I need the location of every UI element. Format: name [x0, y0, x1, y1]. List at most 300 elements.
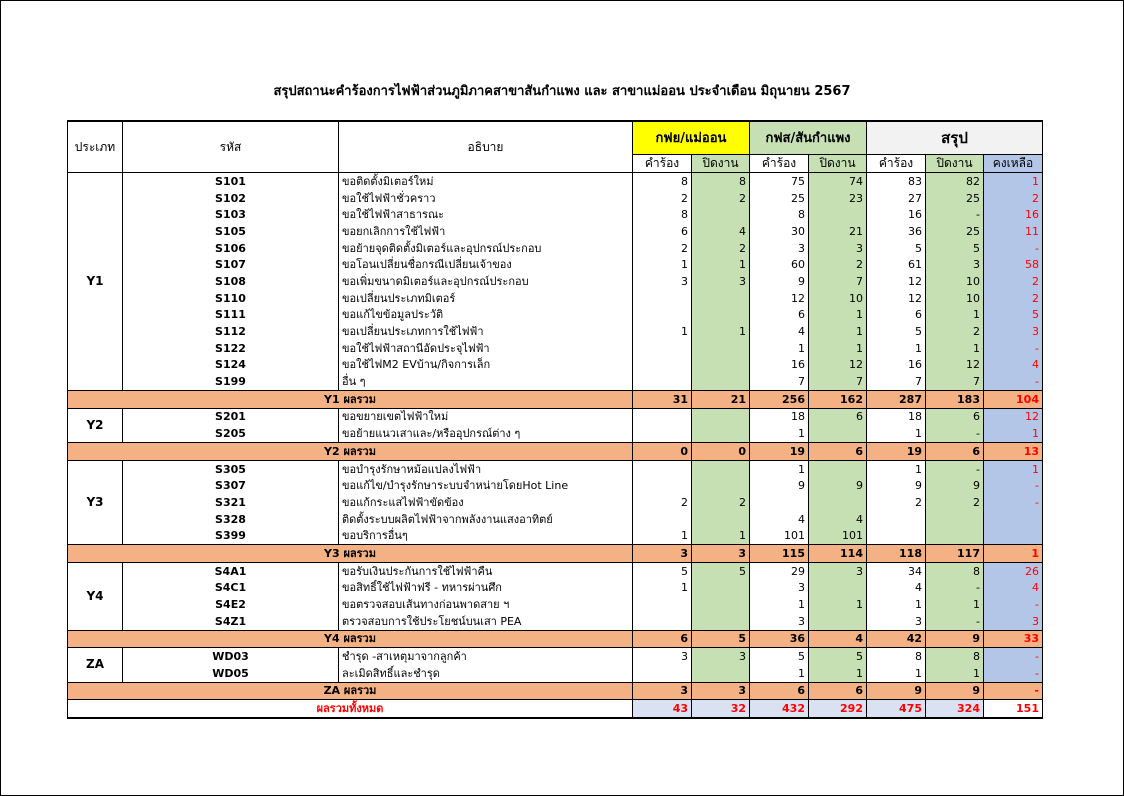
header-closed: ปิดงาน	[692, 155, 750, 173]
subtotal-value: 21	[692, 390, 750, 408]
subtotal-value: 36	[750, 630, 809, 648]
grand-total-value: 475	[867, 700, 926, 718]
code-cell: S107	[123, 256, 339, 273]
value-cell: 2	[926, 494, 984, 511]
value-cell: 9	[867, 477, 926, 494]
value-cell: 6	[926, 408, 984, 425]
value-cell: 1	[926, 340, 984, 357]
code-cell: S102	[123, 190, 339, 207]
desc-cell: ขอแก้ไขข้อมูลประวัติ	[339, 307, 633, 324]
value-cell: 1	[867, 425, 926, 442]
value-cell	[692, 357, 750, 374]
value-cell: 83	[867, 173, 926, 190]
value-cell: 2	[984, 290, 1043, 307]
value-cell	[633, 340, 692, 357]
header-req: คำร้อง	[633, 155, 692, 173]
subtotal-value: 3	[692, 682, 750, 700]
value-cell: 1	[750, 425, 809, 442]
code-cell: S124	[123, 357, 339, 374]
header-type: ประเภท	[68, 121, 123, 173]
code-cell: S328	[123, 511, 339, 528]
table-row	[68, 206, 1043, 223]
value-cell: 2	[984, 190, 1043, 207]
header-remain: คงเหลือ	[984, 155, 1043, 173]
value-cell: 2	[633, 494, 692, 511]
subtotal-value: 6	[926, 443, 984, 461]
desc-cell: ขอแก้ไข/บำรุงรักษาระบบจำหน่ายโดยHot Line	[339, 477, 633, 494]
value-cell: 3	[809, 240, 867, 257]
desc-cell: ขอบำรุงรักษาหม้อแปลงไฟฟ้า	[339, 460, 633, 477]
value-cell: 1	[692, 256, 750, 273]
subtotal-value: 3	[633, 545, 692, 563]
value-cell: 3	[692, 648, 750, 665]
value-cell: 7	[926, 373, 984, 390]
value-cell: 2	[984, 273, 1043, 290]
table-row	[68, 240, 1043, 257]
value-cell: 75	[750, 173, 809, 190]
value-cell: 18	[750, 408, 809, 425]
value-cell: 74	[809, 173, 867, 190]
value-cell	[809, 425, 867, 442]
value-cell: 1	[750, 665, 809, 682]
header-desc: อธิบาย	[339, 121, 633, 173]
value-cell	[692, 373, 750, 390]
subtotal-value: 117	[926, 545, 984, 563]
value-cell: 25	[750, 190, 809, 207]
subtotal-value: 287	[867, 390, 926, 408]
table-row	[68, 256, 1043, 273]
subtotal-value: 3	[692, 545, 750, 563]
subtotal-value: 115	[750, 545, 809, 563]
value-cell	[809, 494, 867, 511]
table-row	[68, 425, 1043, 442]
value-cell: 1	[750, 460, 809, 477]
desc-cell: ขอสิทธิ์ใช้ไฟฟ้าฟรี - ทหารผ่านศึก	[339, 580, 633, 597]
value-cell	[692, 425, 750, 442]
value-cell	[692, 408, 750, 425]
report-title: สรุปสถานะคำร้องการไฟฟ้าส่วนภูมิภาคสาขาสันกำแพง และ สาขาแม่ออน ประจำเดือน มิถุนายน 2567	[273, 84, 851, 99]
value-cell: 3	[984, 323, 1043, 340]
value-cell: 1	[926, 307, 984, 324]
value-cell: 9	[926, 477, 984, 494]
header-req: คำร้อง	[867, 155, 926, 173]
value-cell: 26	[984, 562, 1043, 579]
table-row	[68, 323, 1043, 340]
value-cell	[633, 357, 692, 374]
value-cell	[633, 477, 692, 494]
value-cell: 4	[750, 323, 809, 340]
value-cell: 7	[750, 373, 809, 390]
value-cell	[867, 511, 926, 528]
value-cell: -	[984, 373, 1043, 390]
value-cell	[633, 613, 692, 630]
code-cell: S101	[123, 173, 339, 190]
subtotal-value: 3	[633, 682, 692, 700]
desc-cell: ขอใช้ไฟฟ้าสถานีอัดประจุไฟฟ้า	[339, 340, 633, 357]
table-row	[68, 527, 1043, 544]
subtotal-value: -	[984, 682, 1043, 700]
value-cell	[692, 340, 750, 357]
value-cell: 6	[633, 223, 692, 240]
value-cell: 101	[750, 527, 809, 544]
value-cell	[633, 307, 692, 324]
grand-total-label: ผลรวมทั้งหมด	[68, 700, 633, 718]
value-cell	[633, 460, 692, 477]
value-cell: 8	[692, 173, 750, 190]
value-cell	[867, 527, 926, 544]
subtotal-value: 183	[926, 390, 984, 408]
value-cell: 61	[867, 256, 926, 273]
subtotal-label: Y3 ผลรวม	[68, 545, 633, 563]
subtotal-value: 31	[633, 390, 692, 408]
subtotal-label: ZA ผลรวม	[68, 682, 633, 700]
table-row	[68, 223, 1043, 240]
code-cell: S205	[123, 425, 339, 442]
value-cell: -	[926, 425, 984, 442]
value-cell	[809, 460, 867, 477]
subtotal-value: 9	[867, 682, 926, 700]
value-cell	[692, 206, 750, 223]
value-cell	[692, 460, 750, 477]
value-cell: 3	[809, 562, 867, 579]
value-cell: 8	[633, 206, 692, 223]
code-cell: S399	[123, 527, 339, 544]
header-group-sankamphaeng: กฟส/สันกำแพง	[750, 121, 867, 155]
value-cell: -	[926, 206, 984, 223]
value-cell: -	[984, 596, 1043, 613]
value-cell: 3	[633, 648, 692, 665]
code-cell: S321	[123, 494, 339, 511]
desc-cell: ขอบริการอื่นๆ	[339, 527, 633, 544]
code-cell: S112	[123, 323, 339, 340]
value-cell: 9	[750, 273, 809, 290]
value-cell	[633, 425, 692, 442]
value-cell	[633, 373, 692, 390]
desc-cell: ขอแก้กระแสไฟฟ้าขัดข้อง	[339, 494, 633, 511]
table-row	[68, 307, 1043, 324]
value-cell: 36	[867, 223, 926, 240]
table-row	[68, 613, 1043, 630]
value-cell	[692, 307, 750, 324]
value-cell: 3	[926, 256, 984, 273]
subtotal-label: Y4 ผลรวม	[68, 630, 633, 648]
value-cell: 5	[692, 562, 750, 579]
value-cell: 12	[984, 408, 1043, 425]
code-cell: S4E2	[123, 596, 339, 613]
subtotal-value: 1	[984, 545, 1043, 563]
table-row	[68, 408, 1043, 425]
value-cell: 1	[984, 425, 1043, 442]
desc-cell: ขอย้ายจุดติดตั้งมิเตอร์และอุปกรณ์ประกอบ	[339, 240, 633, 257]
value-cell: 21	[809, 223, 867, 240]
code-cell: S307	[123, 477, 339, 494]
type-cell: Y1	[68, 173, 123, 391]
code-cell: S110	[123, 290, 339, 307]
grand-total-value: 432	[750, 700, 809, 718]
code-cell: S106	[123, 240, 339, 257]
desc-cell: ขอโอนเปลี่ยนชื่อกรณีเปลี่ยนเจ้าของ	[339, 256, 633, 273]
table-row	[68, 580, 1043, 597]
code-cell: S305	[123, 460, 339, 477]
table-row	[68, 477, 1043, 494]
value-cell: 12	[926, 357, 984, 374]
subtotal-value: 5	[692, 630, 750, 648]
subtotal-value: 256	[750, 390, 809, 408]
value-cell: 4	[750, 511, 809, 528]
header-group-summary: สรุป	[867, 121, 1043, 155]
value-cell	[692, 511, 750, 528]
code-cell: S122	[123, 340, 339, 357]
value-cell: 23	[809, 190, 867, 207]
value-cell: 29	[750, 562, 809, 579]
subtotal-value: 4	[809, 630, 867, 648]
desc-cell: ขอรับเงินประกันการใช้ไฟฟ้าคืน	[339, 562, 633, 579]
value-cell	[692, 580, 750, 597]
value-cell	[633, 290, 692, 307]
value-cell: 34	[867, 562, 926, 579]
value-cell: 3	[633, 273, 692, 290]
value-cell	[633, 665, 692, 682]
code-cell: S199	[123, 373, 339, 390]
value-cell: 1	[926, 665, 984, 682]
code-cell: S105	[123, 223, 339, 240]
code-cell: S4Z1	[123, 613, 339, 630]
code-cell: S103	[123, 206, 339, 223]
value-cell: 8	[926, 562, 984, 579]
subtotal-value: 42	[867, 630, 926, 648]
value-cell	[809, 613, 867, 630]
value-cell: 2	[633, 240, 692, 257]
subtotal-value: 33	[984, 630, 1043, 648]
value-cell: 4	[984, 357, 1043, 374]
header-group-maeon: กฟย/แม่ออน	[633, 121, 750, 155]
value-cell: 12	[867, 290, 926, 307]
value-cell	[692, 596, 750, 613]
value-cell: -	[926, 460, 984, 477]
header-closed: ปิดงาน	[926, 155, 984, 173]
type-cell: Y3	[68, 460, 123, 544]
table-row	[68, 340, 1043, 357]
code-cell: S4C1	[123, 580, 339, 597]
value-cell: 5	[867, 240, 926, 257]
subtotal-value: 162	[809, 390, 867, 408]
value-cell: 1	[809, 665, 867, 682]
value-cell: 11	[984, 223, 1043, 240]
table-row	[68, 173, 1043, 190]
value-cell: 1	[692, 323, 750, 340]
value-cell: 9	[809, 477, 867, 494]
value-cell	[926, 527, 984, 544]
table-row	[68, 357, 1043, 374]
desc-cell: ขอใช้ไฟฟ้าชั่วคราว	[339, 190, 633, 207]
value-cell: 16	[984, 206, 1043, 223]
value-cell: 4	[809, 511, 867, 528]
value-cell: 1	[750, 340, 809, 357]
value-cell: 1	[867, 596, 926, 613]
value-cell: 2	[692, 190, 750, 207]
subtotal-value: 9	[926, 630, 984, 648]
value-cell: 1	[633, 527, 692, 544]
desc-cell: ติดตั้งระบบผลิตไฟฟ้าจากพลังงานแสงอาทิตย์	[339, 511, 633, 528]
desc-cell: ชำรุด -สาเหตุมาจากลูกค้า	[339, 648, 633, 665]
value-cell: 8	[633, 173, 692, 190]
value-cell: 1	[633, 256, 692, 273]
subtotal-value: 9	[926, 682, 984, 700]
value-cell: 4	[984, 580, 1043, 597]
table-row	[68, 273, 1043, 290]
subtotal-row	[68, 443, 1043, 461]
value-cell: 3	[750, 580, 809, 597]
value-cell	[633, 596, 692, 613]
value-cell: 30	[750, 223, 809, 240]
value-cell: 3	[867, 613, 926, 630]
value-cell: 8	[750, 206, 809, 223]
subtotal-row	[68, 545, 1043, 563]
code-cell: WD05	[123, 665, 339, 682]
value-cell: 2	[809, 256, 867, 273]
subtotal-value: 6	[809, 443, 867, 461]
value-cell: 12	[750, 290, 809, 307]
value-cell: -	[926, 613, 984, 630]
desc-cell: ขอย้ายแนวเสาและ/หรืออุปกรณ์ต่าง ๆ	[339, 425, 633, 442]
value-cell: 25	[926, 190, 984, 207]
value-cell	[692, 290, 750, 307]
table-row	[68, 596, 1043, 613]
value-cell: 1	[809, 596, 867, 613]
value-cell: 5	[984, 307, 1043, 324]
type-cell: Y4	[68, 562, 123, 630]
value-cell: -	[984, 477, 1043, 494]
subtotal-value: 114	[809, 545, 867, 563]
subtotal-label: Y2 ผลรวม	[68, 443, 633, 461]
value-cell: 25	[926, 223, 984, 240]
subtotal-value: 118	[867, 545, 926, 563]
code-cell: WD03	[123, 648, 339, 665]
value-cell: 16	[750, 357, 809, 374]
value-cell: 1	[633, 580, 692, 597]
value-cell: -	[984, 340, 1043, 357]
value-cell: -	[984, 240, 1043, 257]
type-cell: Y2	[68, 408, 123, 442]
value-cell: 12	[809, 357, 867, 374]
value-cell	[692, 477, 750, 494]
header-code: รหัส	[123, 121, 339, 173]
subtotal-value: 104	[984, 390, 1043, 408]
table-row	[68, 494, 1043, 511]
value-cell: 7	[809, 373, 867, 390]
value-cell: 7	[809, 273, 867, 290]
value-cell: 3	[750, 240, 809, 257]
subtotal-value: 6	[750, 682, 809, 700]
table-row	[68, 665, 1043, 682]
code-cell: S111	[123, 307, 339, 324]
desc-cell: ขอใช้ไฟM2 EVบ้าน/กิจการเล็ก	[339, 357, 633, 374]
subtotal-value: 6	[633, 630, 692, 648]
value-cell: 58	[984, 256, 1043, 273]
subtotal-value: 6	[809, 682, 867, 700]
desc-cell: ตรวจสอบการใช้ประโยชน์บนเสา PEA	[339, 613, 633, 630]
value-cell: 1	[809, 307, 867, 324]
desc-cell: ขอตรวจสอบเส้นทางก่อนพาดสาย ฯ	[339, 596, 633, 613]
value-cell: 18	[867, 408, 926, 425]
desc-cell: ขอใช้ไฟฟ้าสาธารณะ	[339, 206, 633, 223]
subtotal-value: 13	[984, 443, 1043, 461]
value-cell: -	[926, 580, 984, 597]
subtotal-row	[68, 682, 1043, 700]
type-cell: ZA	[68, 648, 123, 682]
value-cell: 1	[984, 460, 1043, 477]
code-cell: S201	[123, 408, 339, 425]
value-cell: 5	[809, 648, 867, 665]
desc-cell: ขอติดตั้งมิเตอร์ใหม่	[339, 173, 633, 190]
value-cell: 1	[867, 460, 926, 477]
value-cell: 2	[867, 494, 926, 511]
desc-cell: ขอเปลี่ยนประเภทการใช้ไฟฟ้า	[339, 323, 633, 340]
grand-total-value: 324	[926, 700, 984, 718]
header-req: คำร้อง	[750, 155, 809, 173]
table-row	[68, 511, 1043, 528]
desc-cell: ขอยกเลิกการใช้ไฟฟ้า	[339, 223, 633, 240]
subtotal-value: 19	[867, 443, 926, 461]
value-cell: 1	[984, 173, 1043, 190]
value-cell: 2	[692, 494, 750, 511]
table-row	[68, 460, 1043, 477]
grand-total-value: 32	[692, 700, 750, 718]
code-cell: S4A1	[123, 562, 339, 579]
value-cell: 9	[750, 477, 809, 494]
table-row	[68, 373, 1043, 390]
value-cell: 3	[984, 613, 1043, 630]
value-cell: 1	[692, 527, 750, 544]
subtotal-row	[68, 630, 1043, 648]
value-cell: -	[984, 494, 1043, 511]
value-cell: 10	[809, 290, 867, 307]
value-cell	[692, 613, 750, 630]
value-cell: 3	[692, 273, 750, 290]
value-cell: 8	[926, 648, 984, 665]
value-cell: 82	[926, 173, 984, 190]
value-cell: 16	[867, 206, 926, 223]
value-cell	[692, 665, 750, 682]
value-cell: 10	[926, 290, 984, 307]
value-cell: 4	[867, 580, 926, 597]
value-cell: 6	[867, 307, 926, 324]
value-cell: 27	[867, 190, 926, 207]
value-cell: 1	[867, 665, 926, 682]
grand-total-value: 292	[809, 700, 867, 718]
value-cell: 10	[926, 273, 984, 290]
desc-cell: ขอเพิ่มขนาดมิเตอร์และอุปกรณ์ประกอบ	[339, 273, 633, 290]
grand-total-row	[68, 700, 1043, 718]
value-cell: 1	[809, 340, 867, 357]
value-cell: 101	[809, 527, 867, 544]
value-cell: 12	[867, 273, 926, 290]
value-cell: 3	[750, 613, 809, 630]
desc-cell: ละเมิดสิทธิ์และชำรุด	[339, 665, 633, 682]
value-cell: 1	[750, 596, 809, 613]
value-cell	[984, 527, 1043, 544]
value-cell: 5	[867, 323, 926, 340]
subtotal-value: 0	[692, 443, 750, 461]
header-closed: ปิดงาน	[809, 155, 867, 173]
value-cell: 4	[692, 223, 750, 240]
value-cell: 6	[809, 408, 867, 425]
subtotal-value: 19	[750, 443, 809, 461]
value-cell	[809, 206, 867, 223]
value-cell: 5	[926, 240, 984, 257]
value-cell: 1	[809, 323, 867, 340]
value-cell: 1	[867, 340, 926, 357]
